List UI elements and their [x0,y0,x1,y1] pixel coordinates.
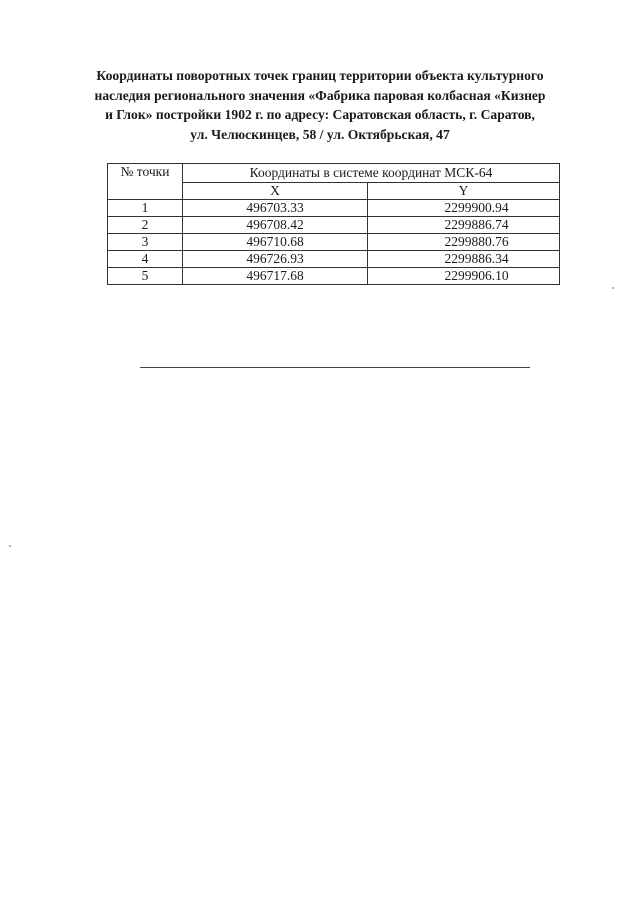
header-y: Y [368,183,560,200]
heading-line-3: и Глок» постройки 1902 г. по адресу: Саратовская область, г. Саратов, [105,107,535,122]
cell-point-number: 3 [108,234,183,251]
cell-x: 496710.68 [183,234,368,251]
cell-point-number: 1 [108,200,183,217]
cell-y: 2299886.34 [368,251,560,268]
horizontal-divider [140,367,530,368]
scan-speck [9,545,11,547]
cell-point-number: 2 [108,217,183,234]
cell-y: 2299906.10 [368,268,560,285]
heading-line-2: наследия регионального значения «Фабрика паровая колбасная «Кизнер [94,87,546,103]
cell-y: 2299886.74 [368,217,560,234]
table-row [108,217,560,234]
cell-point-number: 4 [108,251,183,268]
header-x: X [183,183,368,200]
cell-point-number: 5 [108,268,183,285]
heading-line-1: Координаты поворотных точек границ территории объекта культурного [96,68,544,83]
coordinates-table [107,163,560,285]
cell-x: 496708.42 [183,217,368,234]
table-row [108,200,560,217]
heading-line-4: ул. Челюскинцев, 58 / ул. Октябрьская, 47 [190,126,450,142]
scan-speck [612,287,614,289]
table-row [108,251,560,268]
cell-x: 496726.93 [183,251,368,268]
table-row [108,234,560,251]
cell-y: 2299880.76 [368,234,560,251]
table-header-row [108,164,560,183]
cell-y: 2299900.94 [368,200,560,217]
header-coordinate-system: Координаты в системе координат МСК-64 [183,164,560,183]
header-point-number: № точки [108,164,183,200]
table-row [108,268,560,285]
cell-x: 496703.33 [183,200,368,217]
document-heading [40,66,600,144]
cell-x: 496717.68 [183,268,368,285]
